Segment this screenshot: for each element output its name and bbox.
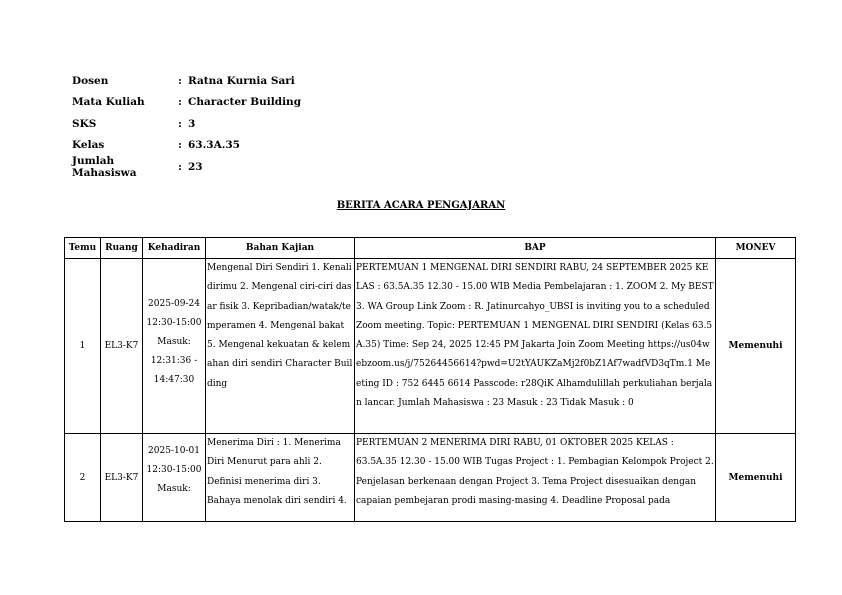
cell-bahan-kajian (206, 434, 355, 522)
cell-monev: Memenuhi (716, 259, 796, 434)
bahan-kajian-text: Menerima Diri : 1. Menerima Diri Menurut para ahli 2. Definisi menerima diri 3. Bahaya menolak diri sendiri 4. (207, 438, 347, 506)
info-label: Jumlah Mahasiswa (72, 154, 137, 179)
info-colon: : (178, 96, 182, 109)
cell-bap (355, 259, 716, 434)
info-value: 63.3A.35 (188, 139, 240, 152)
cell-ruang: EL3-K7 (101, 259, 143, 434)
info-value: Character Building (188, 96, 302, 109)
info-label: Dosen (72, 74, 109, 87)
bap-text: PERTEMUAN 1 MENGENAL DIRI SENDIRI RABU, 24 SEPTEMBER 2025 KELAS : 63.5A.35 12.30 - 15.00 WIB Media Pembelajaran : 1. ZOOM 2. My BEST 3. WA Group Link Zoom : R. Jatinurcahyo_UBSI is inviting you to a scheduled Zoom meeting. Topic: PERTEMUAN 1 MENGENAL DIRI SENDIRI (Kelas 63.5A.35) Time: Sep 24, 2025 12:45 PM Jakarta Join Zoom Meeting https://us04webzoom.us/j/75264456614?pwd=U2tYAUKZaMj2f0bZ1Af7wadfVD3qTm.1 Meeting ID : 752 6445 6614 Passcode: r28QiK Alhamdulillah perkuliahan berjalan lancar. Jumlah Mahasiswa : 23 Masuk : 23 Tidak Masuk : 0 (356, 263, 714, 409)
cell-bahan-kajian (206, 259, 355, 434)
header-ruang: Ruang (101, 238, 143, 259)
info-colon: : (178, 117, 182, 130)
bap-text: PERTEMUAN 2 MENERIMA DIRI RABU, 01 OKTOBER 2025 KELAS : 63.5A.35 12.30 - 15.00 WIB Tugas Project : 1. Pembagian Kelompok Project 2. Penjelasan berkenaan dengan Project 3. Tema Project disesuaikan dengan capaian pembejaran prodi masing-masing 4. Deadline Proposal pada (356, 438, 714, 506)
cell-bap (355, 434, 716, 522)
info-row-dosen (72, 70, 301, 92)
info-colon: : (178, 160, 182, 173)
kehadiran-masuk-end: 14:47:30 (153, 375, 195, 385)
kehadiran-masuk-label: Masuk: (157, 484, 191, 494)
info-row-kelas (72, 135, 301, 157)
teaching-report-table (64, 237, 796, 522)
bahan-kajian-text: Mengenal Diri Sendiri 1. Kenali dirimu 2. Mengenal ciri-ciri dasar fisik 3. Kepribadian/watak/temperamen 4. Mengenal bakat 5. Mengenal kekuatan & kelemahan diri sendiri Character Building (207, 263, 353, 389)
info-row-jumlah-mahasiswa (72, 156, 301, 178)
kehadiran-date: 2025-09-24 (148, 299, 200, 309)
info-label: Mata Kuliah (72, 96, 145, 109)
cell-temu: 2 (65, 434, 101, 522)
cell-kehadiran (143, 434, 206, 522)
table-header-row (65, 238, 796, 259)
info-label: Kelas (72, 139, 105, 152)
kehadiran-masuk-start: 12:31:36 - (150, 356, 198, 366)
cell-temu: 1 (65, 259, 101, 434)
info-row-sks (72, 113, 301, 135)
cell-kehadiran (143, 259, 206, 434)
info-row-mata-kuliah (72, 92, 301, 114)
kehadiran-time: 12:30-15:00 (146, 465, 202, 475)
header-kehadiran: Kehadiran (143, 238, 206, 259)
cell-monev: Memenuhi (716, 434, 796, 522)
header-bap: BAP (355, 238, 716, 259)
table-row (65, 434, 796, 522)
info-value: 3 (188, 117, 196, 130)
table-row (65, 259, 796, 434)
kehadiran-date: 2025-10-01 (148, 446, 200, 456)
header-monev: MONEV (716, 238, 796, 259)
course-info (72, 70, 301, 178)
info-label: SKS (72, 117, 97, 130)
kehadiran-time: 12:30-15:00 (146, 318, 202, 328)
info-value: Ratna Kurnia Sari (188, 74, 295, 87)
info-colon: : (178, 139, 182, 152)
info-colon: : (178, 74, 182, 87)
page-title: BERITA ACARA PENGAJARAN (336, 200, 506, 211)
header-bahan-kajian: Bahan Kajian (206, 238, 355, 259)
kehadiran-masuk-label: Masuk: (157, 337, 191, 347)
header-temu: Temu (65, 238, 101, 259)
cell-ruang: EL3-K7 (101, 434, 143, 522)
info-value: 23 (188, 160, 203, 173)
